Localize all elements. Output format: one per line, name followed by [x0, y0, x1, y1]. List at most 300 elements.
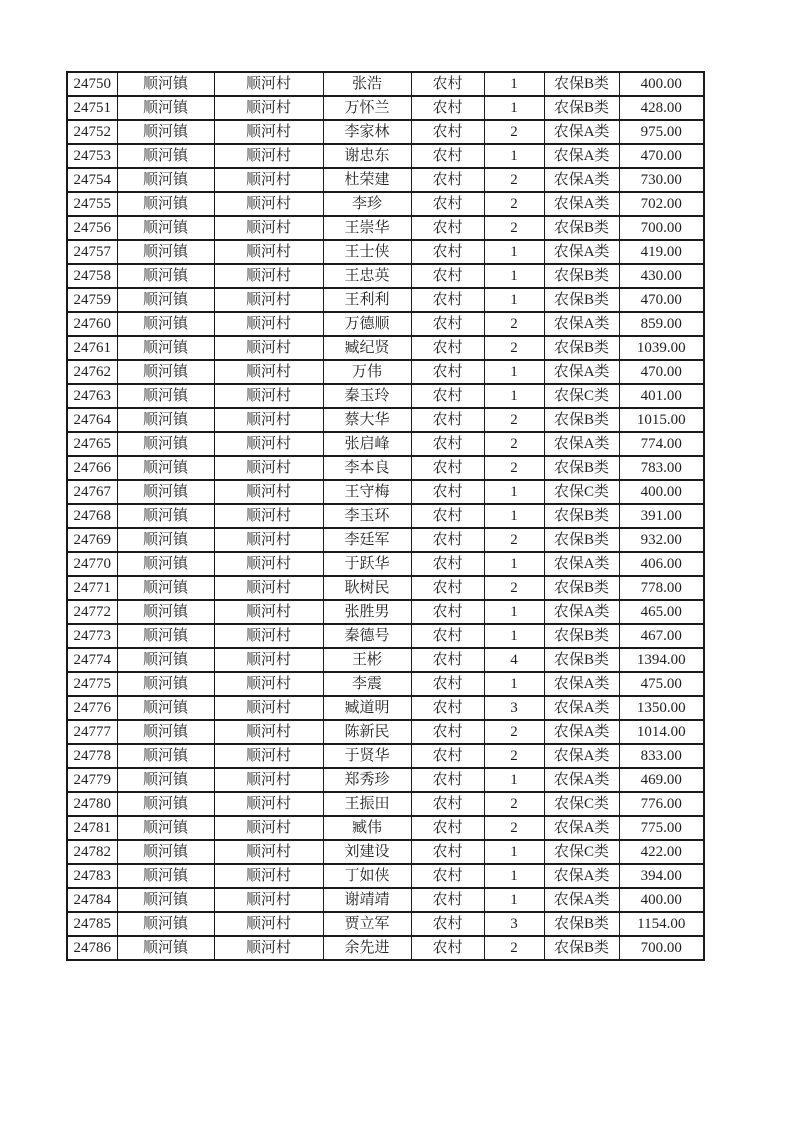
cell-sequence-number: 24758 — [67, 264, 117, 288]
table-row — [67, 936, 704, 960]
cell-person-name: 刘建设 — [323, 840, 411, 864]
table-row — [67, 288, 704, 312]
cell-person-count: 1 — [484, 264, 544, 288]
cell-village: 顺河村 — [214, 816, 323, 840]
cell-amount: 975.00 — [619, 120, 704, 144]
cell-village: 顺河村 — [214, 792, 323, 816]
cell-sequence-number: 24775 — [67, 672, 117, 696]
cell-amount: 430.00 — [619, 264, 704, 288]
table-row — [67, 648, 704, 672]
cell-residence-type: 农村 — [411, 120, 484, 144]
cell-village: 顺河村 — [214, 600, 323, 624]
cell-amount: 422.00 — [619, 840, 704, 864]
table-row — [67, 552, 704, 576]
cell-sequence-number: 24766 — [67, 456, 117, 480]
cell-sequence-number: 24756 — [67, 216, 117, 240]
cell-insurance-category: 农保B类 — [544, 576, 619, 600]
cell-village: 顺河村 — [214, 912, 323, 936]
cell-town: 顺河镇 — [117, 384, 214, 408]
table-row — [67, 504, 704, 528]
cell-person-name: 谢靖靖 — [323, 888, 411, 912]
cell-amount: 470.00 — [619, 288, 704, 312]
cell-village: 顺河村 — [214, 552, 323, 576]
cell-sequence-number: 24770 — [67, 552, 117, 576]
cell-sequence-number: 24781 — [67, 816, 117, 840]
cell-insurance-category: 农保B类 — [544, 408, 619, 432]
cell-insurance-category: 农保A类 — [544, 600, 619, 624]
cell-residence-type: 农村 — [411, 600, 484, 624]
cell-sequence-number: 24783 — [67, 864, 117, 888]
cell-sequence-number: 24752 — [67, 120, 117, 144]
cell-amount: 400.00 — [619, 888, 704, 912]
cell-person-count: 1 — [484, 360, 544, 384]
cell-insurance-category: 农保A类 — [544, 120, 619, 144]
table-row — [67, 768, 704, 792]
cell-person-name: 王守梅 — [323, 480, 411, 504]
cell-residence-type: 农村 — [411, 456, 484, 480]
cell-person-count: 2 — [484, 792, 544, 816]
cell-residence-type: 农村 — [411, 96, 484, 120]
cell-amount: 775.00 — [619, 816, 704, 840]
cell-person-count: 1 — [484, 384, 544, 408]
cell-person-name: 谢忠东 — [323, 144, 411, 168]
cell-person-name: 王士侠 — [323, 240, 411, 264]
cell-sequence-number: 24750 — [67, 72, 117, 96]
cell-amount: 778.00 — [619, 576, 704, 600]
beneficiary-table — [66, 71, 705, 961]
cell-person-count: 2 — [484, 216, 544, 240]
cell-town: 顺河镇 — [117, 696, 214, 720]
cell-person-count: 1 — [484, 240, 544, 264]
cell-town: 顺河镇 — [117, 480, 214, 504]
cell-insurance-category: 农保B类 — [544, 456, 619, 480]
cell-sequence-number: 24759 — [67, 288, 117, 312]
cell-town: 顺河镇 — [117, 528, 214, 552]
cell-person-name: 杜荣建 — [323, 168, 411, 192]
cell-insurance-category: 农保A类 — [544, 240, 619, 264]
cell-residence-type: 农村 — [411, 264, 484, 288]
cell-residence-type: 农村 — [411, 936, 484, 960]
cell-town: 顺河镇 — [117, 576, 214, 600]
cell-town: 顺河镇 — [117, 888, 214, 912]
table-row — [67, 696, 704, 720]
cell-person-name: 李本良 — [323, 456, 411, 480]
table-row — [67, 864, 704, 888]
table-row — [67, 720, 704, 744]
cell-residence-type: 农村 — [411, 744, 484, 768]
cell-village: 顺河村 — [214, 168, 323, 192]
cell-person-count: 1 — [484, 288, 544, 312]
table-row — [67, 312, 704, 336]
cell-amount: 833.00 — [619, 744, 704, 768]
cell-sequence-number: 24773 — [67, 624, 117, 648]
cell-insurance-category: 农保C类 — [544, 792, 619, 816]
cell-insurance-category: 农保A类 — [544, 192, 619, 216]
cell-village: 顺河村 — [214, 360, 323, 384]
cell-town: 顺河镇 — [117, 936, 214, 960]
cell-insurance-category: 农保A类 — [544, 864, 619, 888]
cell-insurance-category: 农保A类 — [544, 816, 619, 840]
cell-person-name: 李震 — [323, 672, 411, 696]
table-row — [67, 816, 704, 840]
table-row — [67, 144, 704, 168]
cell-insurance-category: 农保A类 — [544, 432, 619, 456]
cell-person-name: 丁如侠 — [323, 864, 411, 888]
cell-person-count: 2 — [484, 528, 544, 552]
cell-town: 顺河镇 — [117, 432, 214, 456]
cell-town: 顺河镇 — [117, 336, 214, 360]
cell-town: 顺河镇 — [117, 96, 214, 120]
cell-person-name: 王崇华 — [323, 216, 411, 240]
table-row — [67, 240, 704, 264]
table-row — [67, 576, 704, 600]
cell-person-name: 张启峰 — [323, 432, 411, 456]
cell-residence-type: 农村 — [411, 792, 484, 816]
cell-town: 顺河镇 — [117, 816, 214, 840]
cell-town: 顺河镇 — [117, 912, 214, 936]
cell-residence-type: 农村 — [411, 672, 484, 696]
cell-amount: 394.00 — [619, 864, 704, 888]
cell-insurance-category: 农保C类 — [544, 480, 619, 504]
cell-town: 顺河镇 — [117, 240, 214, 264]
cell-residence-type: 农村 — [411, 336, 484, 360]
cell-village: 顺河村 — [214, 312, 323, 336]
cell-person-count: 2 — [484, 168, 544, 192]
cell-amount: 391.00 — [619, 504, 704, 528]
cell-village: 顺河村 — [214, 864, 323, 888]
cell-person-name: 王彬 — [323, 648, 411, 672]
cell-village: 顺河村 — [214, 480, 323, 504]
cell-town: 顺河镇 — [117, 144, 214, 168]
table-row — [67, 72, 704, 96]
cell-residence-type: 农村 — [411, 912, 484, 936]
cell-amount: 776.00 — [619, 792, 704, 816]
cell-amount: 700.00 — [619, 216, 704, 240]
cell-insurance-category: 农保C类 — [544, 384, 619, 408]
table-row — [67, 792, 704, 816]
cell-sequence-number: 24751 — [67, 96, 117, 120]
cell-sequence-number: 24767 — [67, 480, 117, 504]
cell-sequence-number: 24782 — [67, 840, 117, 864]
cell-amount: 475.00 — [619, 672, 704, 696]
cell-town: 顺河镇 — [117, 216, 214, 240]
cell-amount: 465.00 — [619, 600, 704, 624]
cell-residence-type: 农村 — [411, 840, 484, 864]
cell-village: 顺河村 — [214, 840, 323, 864]
cell-insurance-category: 农保A类 — [544, 888, 619, 912]
table-row — [67, 624, 704, 648]
cell-person-count: 1 — [484, 600, 544, 624]
cell-person-name: 臧道明 — [323, 696, 411, 720]
cell-town: 顺河镇 — [117, 168, 214, 192]
cell-insurance-category: 农保B类 — [544, 72, 619, 96]
table-row — [67, 216, 704, 240]
cell-town: 顺河镇 — [117, 360, 214, 384]
cell-village: 顺河村 — [214, 216, 323, 240]
cell-town: 顺河镇 — [117, 864, 214, 888]
cell-town: 顺河镇 — [117, 504, 214, 528]
cell-residence-type: 农村 — [411, 816, 484, 840]
cell-person-name: 耿树民 — [323, 576, 411, 600]
cell-insurance-category: 农保A类 — [544, 312, 619, 336]
table-row — [67, 480, 704, 504]
cell-village: 顺河村 — [214, 528, 323, 552]
cell-residence-type: 农村 — [411, 864, 484, 888]
cell-amount: 419.00 — [619, 240, 704, 264]
cell-village: 顺河村 — [214, 672, 323, 696]
cell-village: 顺河村 — [214, 288, 323, 312]
cell-town: 顺河镇 — [117, 408, 214, 432]
cell-sequence-number: 24753 — [67, 144, 117, 168]
cell-town: 顺河镇 — [117, 624, 214, 648]
cell-town: 顺河镇 — [117, 744, 214, 768]
cell-insurance-category: 农保A类 — [544, 168, 619, 192]
cell-residence-type: 农村 — [411, 168, 484, 192]
cell-village: 顺河村 — [214, 120, 323, 144]
cell-insurance-category: 农保B类 — [544, 528, 619, 552]
cell-sequence-number: 24778 — [67, 744, 117, 768]
cell-town: 顺河镇 — [117, 264, 214, 288]
cell-insurance-category: 农保B类 — [544, 216, 619, 240]
cell-village: 顺河村 — [214, 648, 323, 672]
cell-residence-type: 农村 — [411, 432, 484, 456]
cell-residence-type: 农村 — [411, 504, 484, 528]
cell-insurance-category: 农保B类 — [544, 288, 619, 312]
table-row — [67, 168, 704, 192]
cell-sequence-number: 24786 — [67, 936, 117, 960]
cell-person-count: 1 — [484, 624, 544, 648]
cell-sequence-number: 24764 — [67, 408, 117, 432]
cell-village: 顺河村 — [214, 576, 323, 600]
cell-amount: 932.00 — [619, 528, 704, 552]
cell-sequence-number: 24755 — [67, 192, 117, 216]
cell-person-name: 万德顺 — [323, 312, 411, 336]
cell-town: 顺河镇 — [117, 552, 214, 576]
table-row — [67, 192, 704, 216]
table-row — [67, 672, 704, 696]
cell-sequence-number: 24777 — [67, 720, 117, 744]
cell-person-name: 郑秀珍 — [323, 768, 411, 792]
table-row — [67, 888, 704, 912]
cell-village: 顺河村 — [214, 696, 323, 720]
cell-insurance-category: 农保B类 — [544, 624, 619, 648]
cell-amount: 783.00 — [619, 456, 704, 480]
cell-village: 顺河村 — [214, 936, 323, 960]
cell-residence-type: 农村 — [411, 408, 484, 432]
cell-village: 顺河村 — [214, 456, 323, 480]
cell-insurance-category: 农保B类 — [544, 504, 619, 528]
cell-person-count: 2 — [484, 192, 544, 216]
cell-insurance-category: 农保B类 — [544, 912, 619, 936]
cell-amount: 1350.00 — [619, 696, 704, 720]
cell-sequence-number: 24761 — [67, 336, 117, 360]
cell-person-count: 2 — [484, 720, 544, 744]
cell-person-count: 2 — [484, 312, 544, 336]
cell-sequence-number: 24757 — [67, 240, 117, 264]
cell-sequence-number: 24760 — [67, 312, 117, 336]
cell-village: 顺河村 — [214, 264, 323, 288]
table-row — [67, 432, 704, 456]
cell-person-name: 王忠英 — [323, 264, 411, 288]
cell-amount: 1014.00 — [619, 720, 704, 744]
cell-person-name: 秦玉玲 — [323, 384, 411, 408]
cell-residence-type: 农村 — [411, 360, 484, 384]
cell-residence-type: 农村 — [411, 624, 484, 648]
cell-amount: 702.00 — [619, 192, 704, 216]
cell-village: 顺河村 — [214, 192, 323, 216]
table-row — [67, 408, 704, 432]
cell-amount: 406.00 — [619, 552, 704, 576]
cell-sequence-number: 24774 — [67, 648, 117, 672]
cell-amount: 428.00 — [619, 96, 704, 120]
cell-amount: 470.00 — [619, 144, 704, 168]
cell-sequence-number: 24776 — [67, 696, 117, 720]
cell-town: 顺河镇 — [117, 720, 214, 744]
cell-village: 顺河村 — [214, 504, 323, 528]
cell-residence-type: 农村 — [411, 888, 484, 912]
cell-residence-type: 农村 — [411, 384, 484, 408]
cell-insurance-category: 农保A类 — [544, 552, 619, 576]
cell-person-count: 2 — [484, 408, 544, 432]
cell-person-name: 万伟 — [323, 360, 411, 384]
cell-village: 顺河村 — [214, 408, 323, 432]
cell-residence-type: 农村 — [411, 72, 484, 96]
cell-village: 顺河村 — [214, 720, 323, 744]
cell-town: 顺河镇 — [117, 768, 214, 792]
cell-insurance-category: 农保A类 — [544, 720, 619, 744]
cell-person-name: 于跃华 — [323, 552, 411, 576]
cell-sequence-number: 24785 — [67, 912, 117, 936]
cell-amount: 470.00 — [619, 360, 704, 384]
cell-sequence-number: 24771 — [67, 576, 117, 600]
cell-sequence-number: 24772 — [67, 600, 117, 624]
cell-sequence-number: 24779 — [67, 768, 117, 792]
cell-town: 顺河镇 — [117, 456, 214, 480]
cell-sequence-number: 24762 — [67, 360, 117, 384]
cell-amount: 469.00 — [619, 768, 704, 792]
cell-residence-type: 农村 — [411, 576, 484, 600]
cell-amount: 401.00 — [619, 384, 704, 408]
cell-person-count: 2 — [484, 120, 544, 144]
table-row — [67, 528, 704, 552]
cell-village: 顺河村 — [214, 888, 323, 912]
cell-town: 顺河镇 — [117, 600, 214, 624]
cell-amount: 1039.00 — [619, 336, 704, 360]
cell-town: 顺河镇 — [117, 312, 214, 336]
cell-person-name: 王利利 — [323, 288, 411, 312]
cell-insurance-category: 农保A类 — [544, 144, 619, 168]
cell-amount: 1394.00 — [619, 648, 704, 672]
cell-village: 顺河村 — [214, 96, 323, 120]
cell-village: 顺河村 — [214, 768, 323, 792]
cell-sequence-number: 24784 — [67, 888, 117, 912]
table-row — [67, 384, 704, 408]
table-row — [67, 96, 704, 120]
cell-village: 顺河村 — [214, 384, 323, 408]
cell-person-name: 张胜男 — [323, 600, 411, 624]
cell-village: 顺河村 — [214, 336, 323, 360]
cell-sequence-number: 24765 — [67, 432, 117, 456]
cell-amount: 700.00 — [619, 936, 704, 960]
cell-residence-type: 农村 — [411, 528, 484, 552]
cell-town: 顺河镇 — [117, 72, 214, 96]
cell-insurance-category: 农保A类 — [544, 672, 619, 696]
cell-town: 顺河镇 — [117, 840, 214, 864]
table-row — [67, 120, 704, 144]
cell-person-name: 余先进 — [323, 936, 411, 960]
cell-person-count: 1 — [484, 672, 544, 696]
cell-insurance-category: 农保B类 — [544, 264, 619, 288]
table-row — [67, 264, 704, 288]
cell-person-count: 2 — [484, 576, 544, 600]
table-row — [67, 600, 704, 624]
cell-residence-type: 农村 — [411, 720, 484, 744]
cell-person-name: 秦德号 — [323, 624, 411, 648]
table-row — [67, 744, 704, 768]
cell-residence-type: 农村 — [411, 288, 484, 312]
cell-town: 顺河镇 — [117, 648, 214, 672]
cell-amount: 730.00 — [619, 168, 704, 192]
cell-residence-type: 农村 — [411, 312, 484, 336]
cell-person-name: 万怀兰 — [323, 96, 411, 120]
cell-person-name: 臧纪贤 — [323, 336, 411, 360]
cell-person-name: 李玉环 — [323, 504, 411, 528]
cell-residence-type: 农村 — [411, 552, 484, 576]
cell-village: 顺河村 — [214, 72, 323, 96]
cell-person-count: 2 — [484, 744, 544, 768]
cell-insurance-category: 农保C类 — [544, 840, 619, 864]
cell-person-count: 2 — [484, 936, 544, 960]
cell-insurance-category: 农保A类 — [544, 360, 619, 384]
table-row — [67, 360, 704, 384]
cell-village: 顺河村 — [214, 432, 323, 456]
cell-insurance-category: 农保B类 — [544, 96, 619, 120]
table-row — [67, 840, 704, 864]
table-row — [67, 456, 704, 480]
cell-person-name: 臧伟 — [323, 816, 411, 840]
cell-amount: 400.00 — [619, 480, 704, 504]
cell-residence-type: 农村 — [411, 144, 484, 168]
cell-sequence-number: 24769 — [67, 528, 117, 552]
cell-residence-type: 农村 — [411, 480, 484, 504]
cell-person-count: 1 — [484, 552, 544, 576]
cell-person-count: 4 — [484, 648, 544, 672]
cell-insurance-category: 农保B类 — [544, 336, 619, 360]
cell-person-count: 2 — [484, 336, 544, 360]
cell-person-count: 1 — [484, 480, 544, 504]
cell-residence-type: 农村 — [411, 216, 484, 240]
cell-town: 顺河镇 — [117, 288, 214, 312]
cell-amount: 1015.00 — [619, 408, 704, 432]
cell-person-name: 王振田 — [323, 792, 411, 816]
cell-person-count: 1 — [484, 840, 544, 864]
cell-village: 顺河村 — [214, 240, 323, 264]
cell-person-count: 2 — [484, 432, 544, 456]
cell-sequence-number: 24763 — [67, 384, 117, 408]
cell-person-count: 3 — [484, 912, 544, 936]
cell-village: 顺河村 — [214, 624, 323, 648]
cell-amount: 400.00 — [619, 72, 704, 96]
cell-town: 顺河镇 — [117, 792, 214, 816]
cell-person-count: 2 — [484, 456, 544, 480]
cell-person-name: 贾立军 — [323, 912, 411, 936]
table-row — [67, 336, 704, 360]
cell-residence-type: 农村 — [411, 240, 484, 264]
cell-person-count: 1 — [484, 72, 544, 96]
cell-amount: 859.00 — [619, 312, 704, 336]
table-body — [67, 72, 704, 960]
table-row — [67, 912, 704, 936]
